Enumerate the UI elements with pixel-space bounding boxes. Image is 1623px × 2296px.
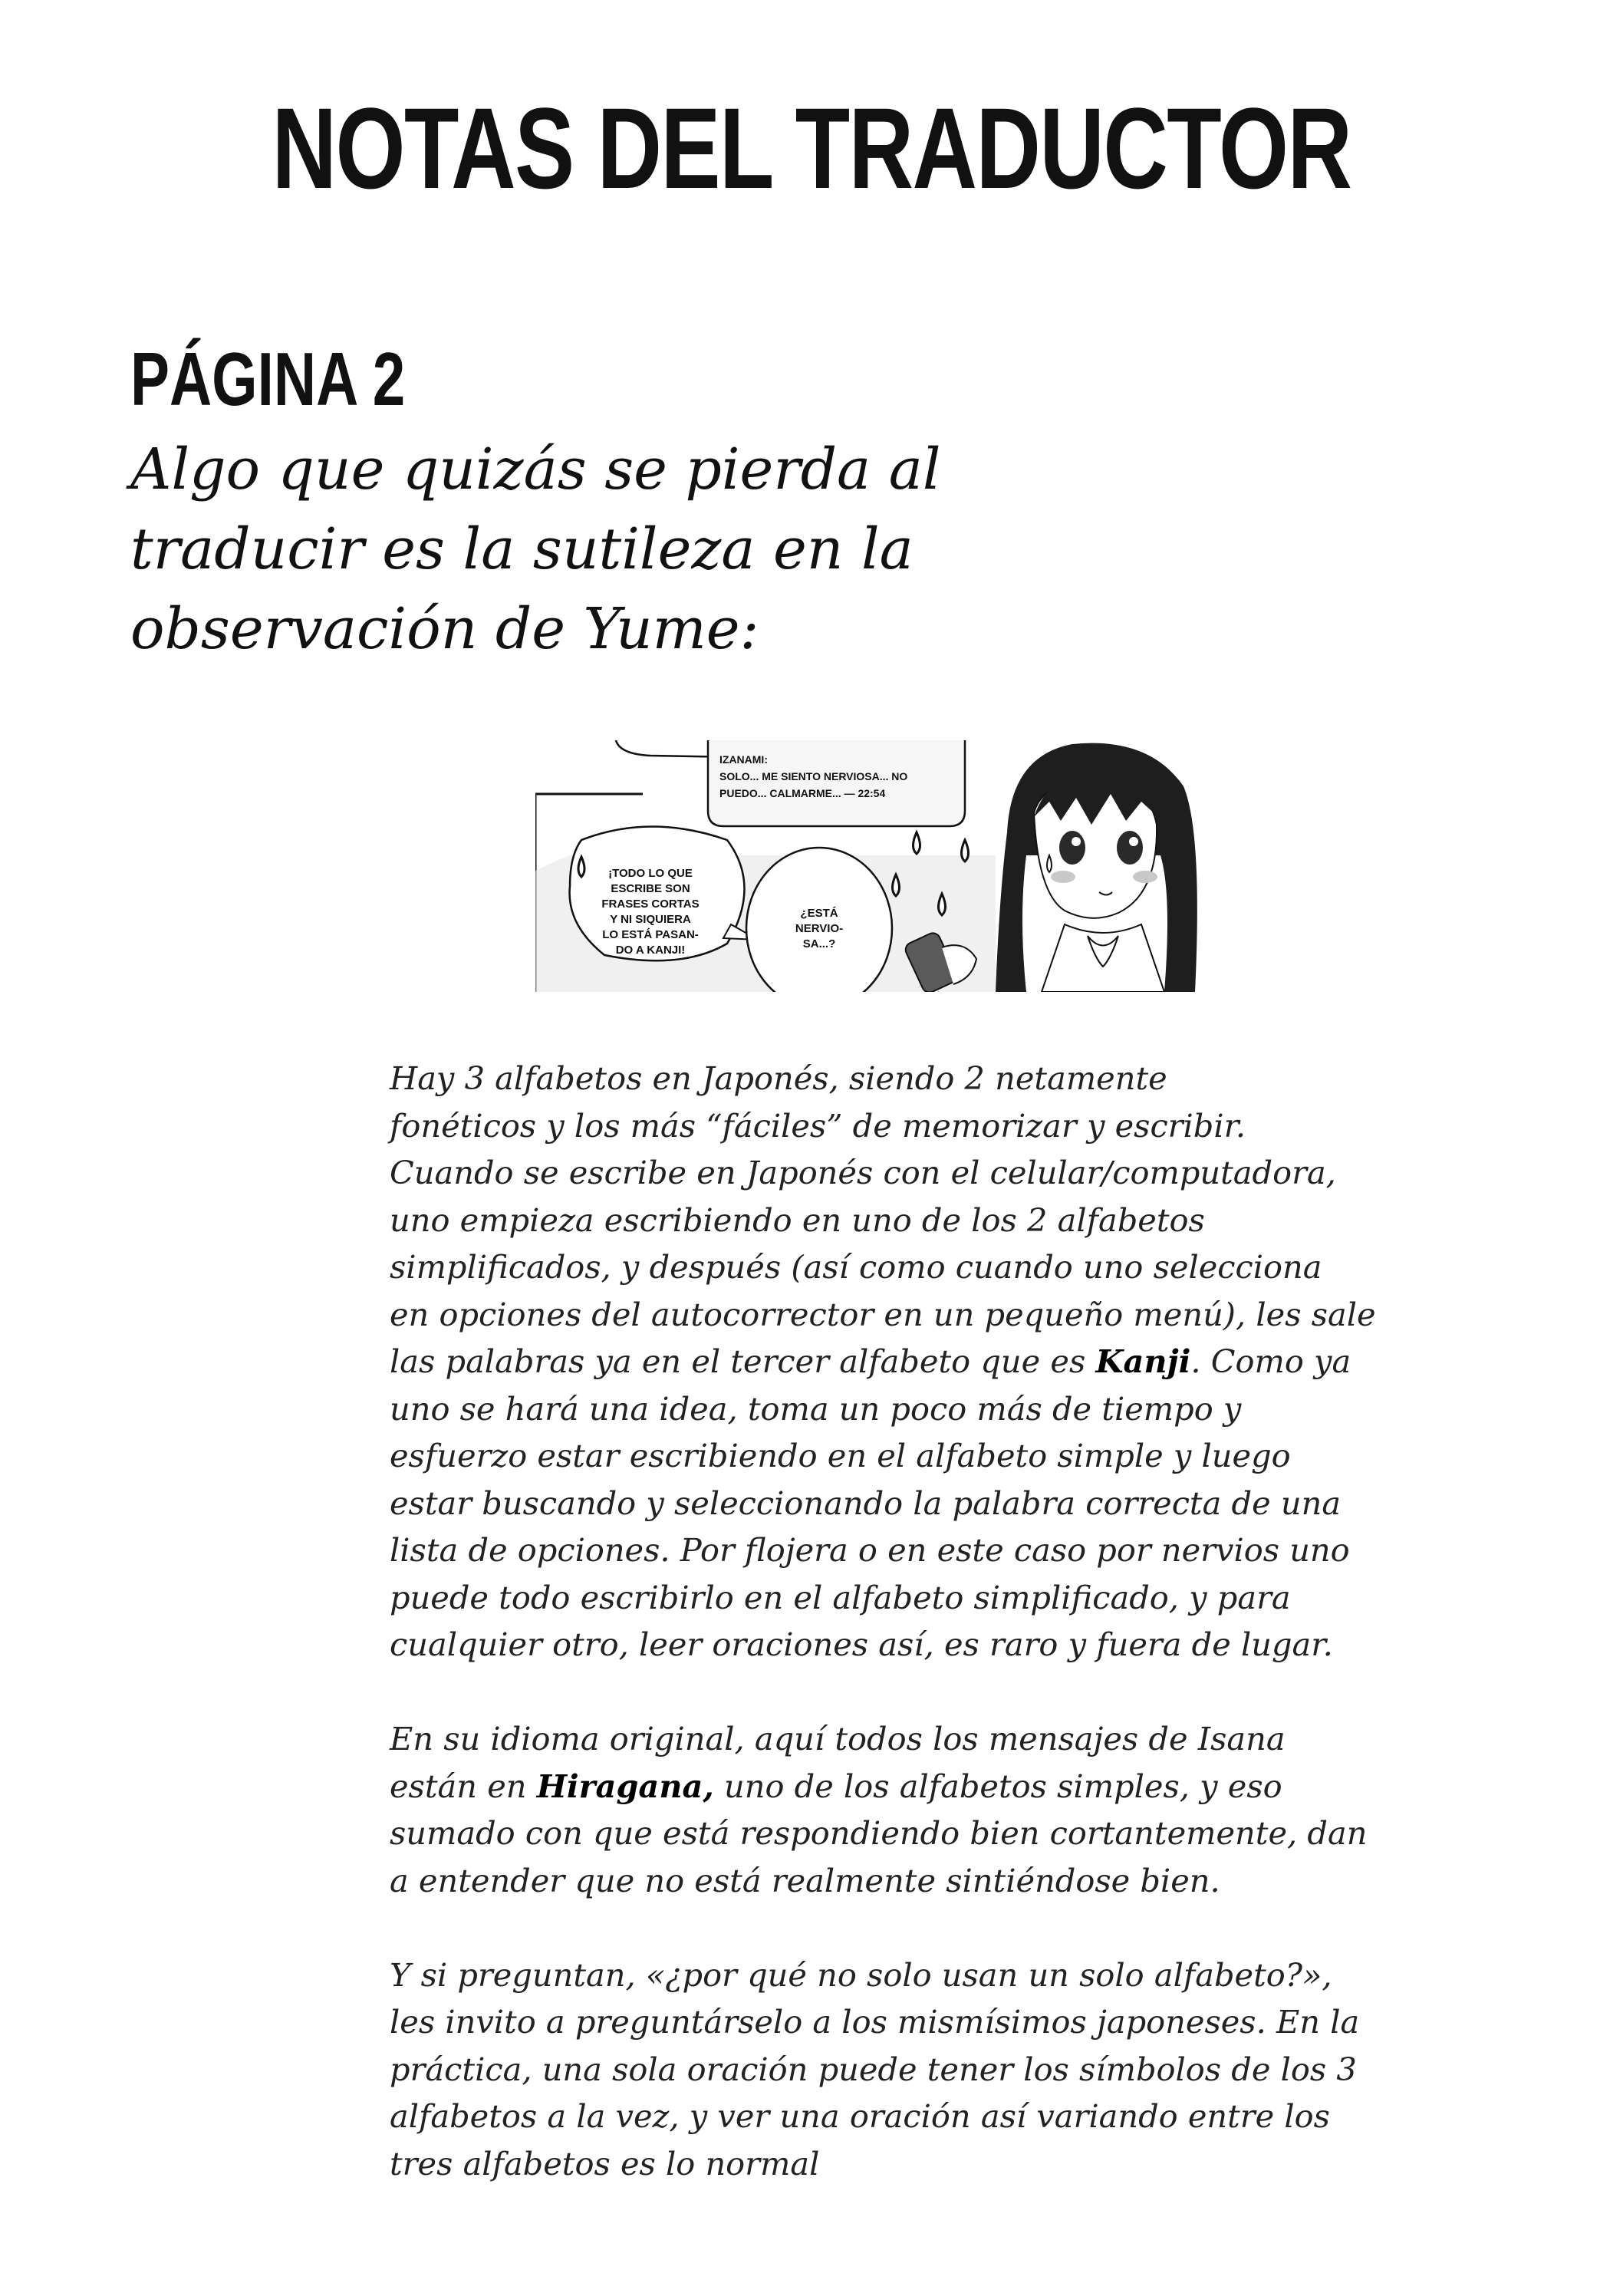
text-line: alfabetos a la vez, y ver una oración así variando entre los	[390, 2097, 1330, 2135]
text-line: les invito a preguntárselo a los mismísimos japoneses. En la	[390, 2003, 1360, 2041]
bubble-line: Y NI SIQUIERA	[610, 913, 691, 926]
text-line: esfuerzo estar escribiendo en el alfabeto simple y luego	[390, 1437, 1291, 1474]
text-line: tres alfabetos es lo normal	[390, 2144, 820, 2182]
text-line: Hay 3 alfabetos en Japonés, siendo 2 netamente	[390, 1059, 1167, 1097]
bubble-line: NERVIO-	[795, 922, 844, 935]
message-line: IZANAMI:	[719, 753, 768, 766]
text-fragment: . Como ya	[1190, 1342, 1351, 1380]
text-fragment: están en	[390, 1767, 537, 1805]
text-line	[390, 1338, 1387, 1385]
manga-panel-image	[535, 740, 1210, 992]
message-line: SOLO... ME SIENTO NERVIOSA... NO	[719, 770, 908, 782]
paragraph	[390, 1055, 1387, 1668]
text-fragment: uno de los alfabetos simples, y eso	[713, 1767, 1282, 1805]
text-line: a entender que no está realmente sintiéndose bien.	[390, 1861, 1220, 1899]
text-line: fonéticos y los más “fáciles” de memorizar y escribir.	[390, 1106, 1246, 1145]
bubble-line: ESCRIBE SON	[611, 882, 690, 895]
bubble-line: LO ESTÁ PASAN-	[602, 928, 699, 941]
text-line: puede todo escribirlo en el alfabeto simplificado, y para	[390, 1578, 1291, 1616]
intro-line: traducir es la sutileza en la	[130, 516, 914, 582]
bubble-line: SA...?	[802, 937, 836, 950]
bubble-line: ¿ESTÁ	[800, 907, 838, 920]
section-label: PÁGINA 2	[130, 337, 406, 421]
text-line: estar buscando y seleccionando la palabra correcta de una	[390, 1484, 1342, 1522]
text-line: práctica, una sola oración puede tener los símbolos de los 3	[390, 2050, 1357, 2088]
speech-bubble-left	[570, 827, 758, 961]
girl-character-illustration	[996, 740, 1210, 992]
text-line	[390, 1763, 1387, 1810]
explanation-text	[390, 1055, 1387, 2187]
bubble-line: FRASES CORTAS	[601, 898, 700, 911]
text-line: en opciones del autocorrector en un pequeño menú), les sale	[390, 1295, 1376, 1333]
text-line: sumado con que está respondiendo bien cortantemente, dan	[390, 1814, 1368, 1852]
text-line: uno se hará una idea, toma un poco más de tiempo y	[390, 1389, 1242, 1428]
bubble-line: DO A KANJI!	[615, 944, 686, 957]
message-box	[708, 740, 965, 826]
paragraph	[390, 1952, 1387, 2188]
bubble-line: ¡TODO LO QUE	[608, 867, 693, 880]
term-kanji: Kanji	[1095, 1342, 1191, 1380]
text-line: uno empieza escribiendo en uno de los 2 alfabetos	[390, 1201, 1205, 1239]
speech-bubble-right	[746, 848, 892, 992]
term-hiragana: Hiragana,	[536, 1767, 714, 1805]
text-line: Y si preguntan, «¿por qué no solo usan un solo alfabeto?»,	[390, 1955, 1332, 1994]
text-line: Cuando se escribe en Japonés con el celular/computadora,	[390, 1154, 1336, 1191]
text-line: simplificados, y después (así como cuando uno selecciona	[390, 1248, 1322, 1286]
text-line: En su idioma original, aquí todos los mensajes de Isana	[390, 1720, 1286, 1757]
text-line: lista de opciones. Por flojera o en este caso por nervios uno	[390, 1531, 1350, 1569]
message-line: PUEDO... CALMARME... — 22:54	[719, 787, 886, 799]
text-fragment: las palabras ya en el tercer alfabeto que es	[390, 1342, 1096, 1380]
paragraph	[390, 1715, 1387, 1904]
page-title: NOTAS DEL TRADUCTOR	[272, 84, 1351, 212]
intro-line: Algo que quizás se pierda al	[130, 436, 941, 502]
intro-paragraph	[130, 430, 1012, 669]
text-line: cualquier otro, leer oraciones así, es raro y fuera de lugar.	[390, 1626, 1333, 1663]
intro-line: observación de Yume:	[130, 596, 759, 662]
